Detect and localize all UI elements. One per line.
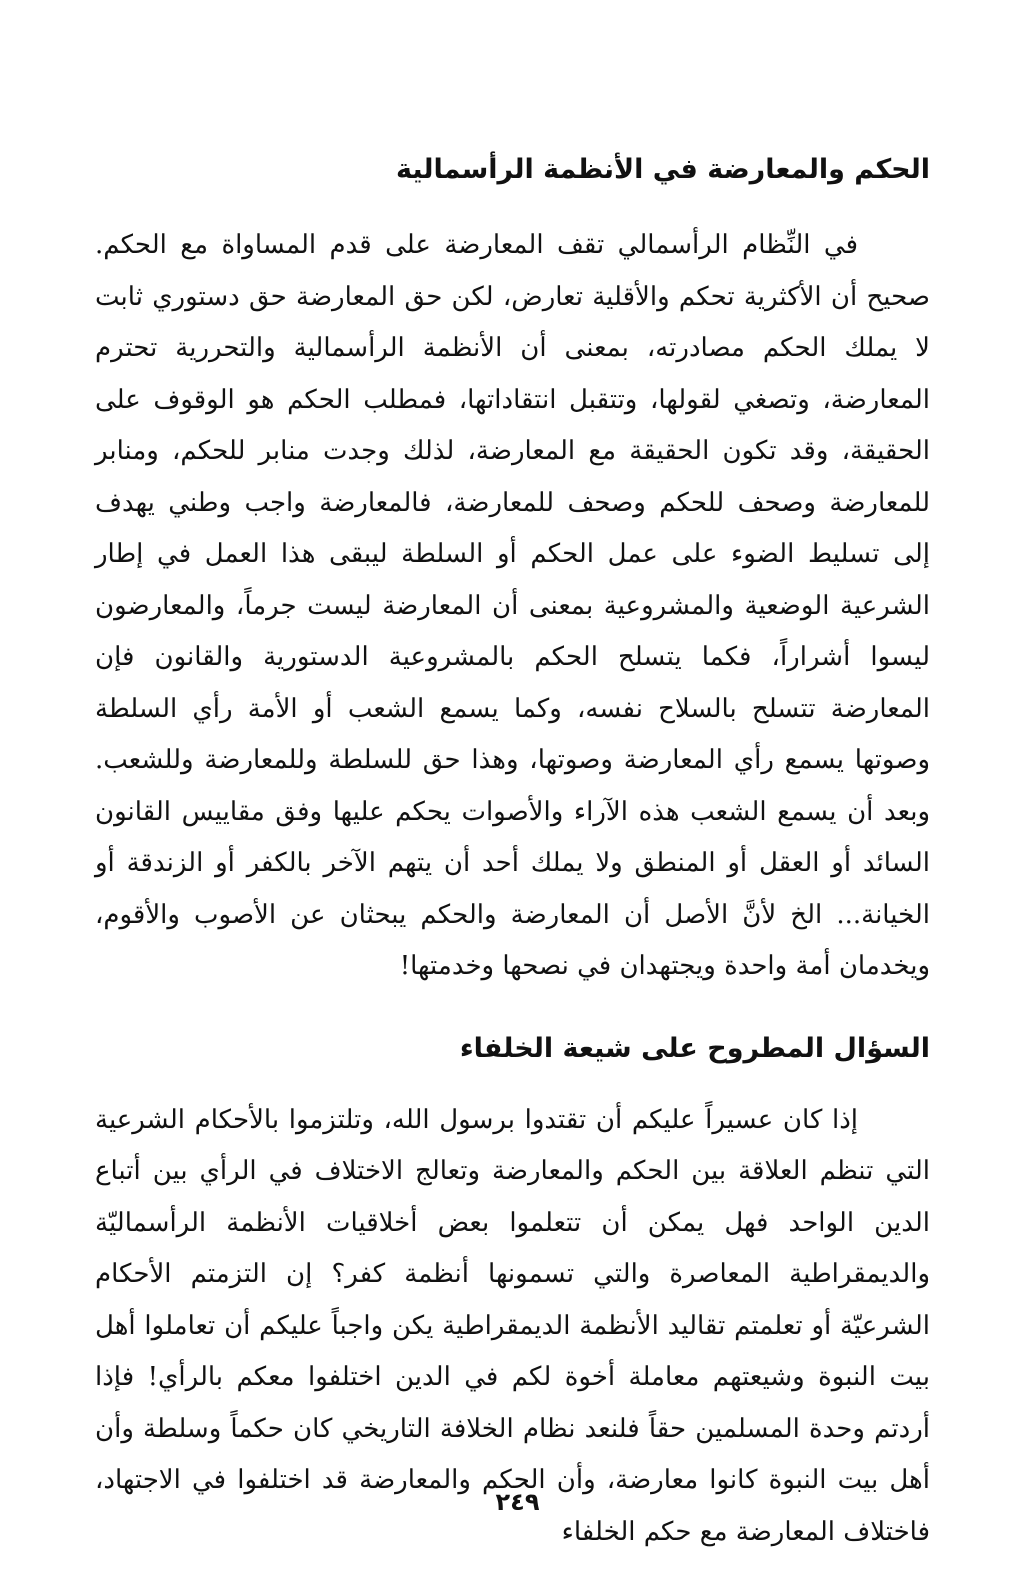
section-heading-question-to-caliphs-followers: السؤال المطروح على شيعة الخلفاء: [459, 1032, 930, 1064]
section-heading-capitalist-opposition: الحكم والمعارضة في الأنظمة الرأسمالية: [395, 154, 930, 185]
paragraph-capitalist-opposition: في النِّظام الرأسمالي تقف المعارضة على قدم المساواة مع الحكم. صحيح أن الأكثرية تحكم والأقلية تعارض، لكن حق المعارضة حق دستوري ثابت لا يملك الحكم مصادرته، بمعنى أن الأنظمة الرأسمالية والتحررية تحترم المعارضة، وتصغي لقولها، وتتقبل انتقاداتها، فمطلب الحكم هو الوقوف على الحقيقة، وقد تكون الحقيقة مع المعارضة، لذلك وجدت منابر للحكم، ومنابر للمعارضة وصحف للحكم وصحف للمعارضة، فالمعارضة واجب وطني يهدف إلى تسليط الضوء على عمل الحكم أو السلطة ليبقى هذا العمل في إطار الشرعية الوضعية والمشروعية بمعنى أن المعارضة ليست جرماً، والمعارضون ليسوا أشراراً، فكما يتسلح الحكم بالمشروعية الدستورية والقانون فإن المعارضة تتسلح بالسلاح نفسه، وكما يسمع الشعب أو الأمة رأي السلطة وصوتها يسمع رأي المعارضة وصوتها، وهذا حق للسلطة وللمعارضة وللشعب. وبعد أن يسمع الشعب هذه الآراء والأصوات يحكم عليها وفق مقاييس القانون السائد أو العقل أو المنطق ولا يملك أحد أن يتهم الآخر بالكفر أو الزندقة أو الخيانة... الخ لأنَّ الأصل أن المعارضة والحكم يبحثان عن الأصوب والأقوم، ويخدمان أمة واحدة ويجتهدان في نصحها وخدمتها!: [95, 230, 931, 981]
page-number: ٢٤٩: [495, 1488, 540, 1516]
page-body: [95, 150, 930, 1558]
paragraph-question-to-caliphs-followers: إذا كان عسيراً عليكم أن تقتدوا برسول الله، وتلتزموا بالأحكام الشرعية التي تنظم العلاقة بين الحكم والمعارضة وتعالج الاختلاف في الرأي بين أتباع الدين الواحد فهل يمكن أن تتعلموا بعض أخلاقيات الأنظمة الرأسماليّة والديمقراطية المعاصرة والتي تسمونها أنظمة كفر؟ إن التزمتم الأحكام الشرعيّة أو تعلمتم تقاليد الأنظمة الديمقراطية يكن واجباً عليكم أن تعاملوا أهل بيت النبوة وشيعتهم معاملة أخوة لكم في الدين اختلفوا معكم بالرأي! فإذا أردتم وحدة المسلمين حقاً فلنعد نظام الخلافة التاريخي كان حكماً وسلطة وأن أهل بيت النبوة كانوا معارضة، وأن الحكم والمعارضة قد اختلفوا في الاجتهاد، فاختلاف المعارضة مع حكم الخلفاء: [95, 1104, 930, 1547]
